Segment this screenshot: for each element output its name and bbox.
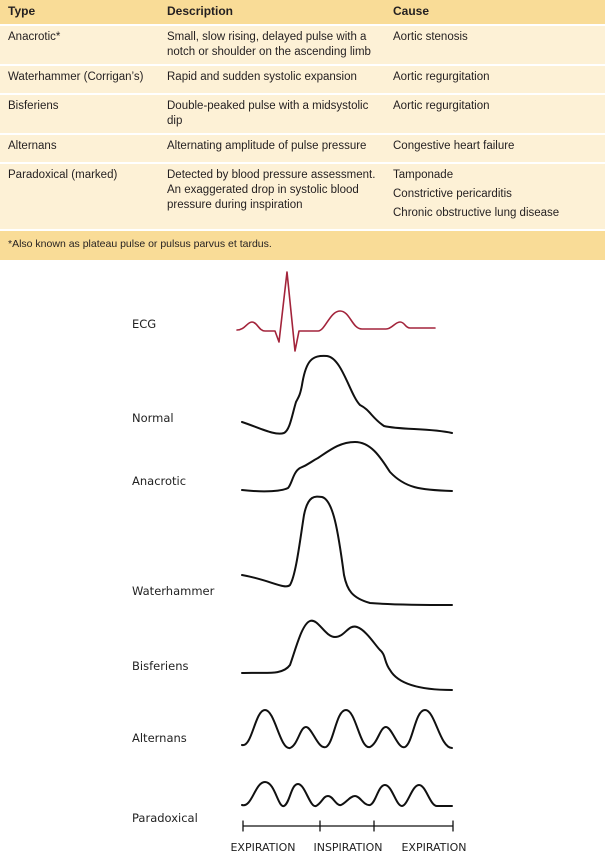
cause-item: Aortic regurgitation — [393, 71, 490, 83]
pulse-types-table — [0, 0, 605, 262]
header-description: Description — [159, 0, 385, 25]
label-paradoxical: Paradoxical — [132, 811, 198, 825]
cell-type: Anacrotic* — [0, 25, 159, 65]
cause-item: Constrictive pericarditis — [393, 188, 512, 200]
cause-item: Tamponade — [393, 169, 454, 181]
cell-cause — [385, 25, 605, 65]
cell-description: Detected by blood pressure assessment. An exaggerated drop in systolic blood pressure during inspiration — [159, 163, 385, 230]
footnote: *Also known as plateau pulse or pulsus parvus et tardus. — [0, 230, 605, 261]
cell-cause — [385, 163, 605, 230]
cell-cause — [385, 94, 605, 134]
table-row — [0, 134, 605, 163]
ecg-trace — [237, 272, 435, 351]
cell-type: Alternans — [0, 134, 159, 163]
header-type: Type — [0, 0, 159, 25]
cell-description: Rapid and sudden systolic expansion — [159, 65, 385, 94]
normal-trace — [242, 356, 452, 434]
label-alternans: Alternans — [132, 731, 187, 745]
cell-description: Double-peaked pulse with a midsystolic dip — [159, 94, 385, 134]
alternans-trace — [242, 710, 452, 748]
axis-inspiration: INSPIRATION — [313, 841, 383, 854]
table-row — [0, 25, 605, 65]
cause-item: Chronic obstructive lung disease — [393, 207, 560, 219]
cell-type: Bisferiens — [0, 94, 159, 134]
cell-type: Paradoxical (marked) — [0, 163, 159, 230]
table-row — [0, 94, 605, 134]
axis-expiration-1: EXPIRATION — [230, 841, 296, 854]
cause-item: Congestive heart failure — [393, 140, 515, 152]
paradoxical-trace — [242, 782, 452, 806]
axis-expiration-2: EXPIRATION — [401, 841, 467, 854]
cause-item: Aortic regurgitation — [393, 100, 490, 112]
cell-description: Small, slow rising, delayed pulse with a notch or shoulder on the ascending limb — [159, 25, 385, 65]
label-bisferiens: Bisferiens — [132, 659, 189, 673]
cell-type: Waterhammer (Corrigan’s) — [0, 65, 159, 94]
anacrotic-trace — [242, 442, 452, 491]
bisferiens-trace — [242, 621, 452, 690]
cell-cause — [385, 65, 605, 94]
cause-item: Aortic stenosis — [393, 31, 468, 43]
label-ecg: ECG — [132, 317, 157, 331]
table-row — [0, 65, 605, 94]
label-normal: Normal — [132, 411, 174, 425]
waterhammer-trace — [242, 497, 452, 605]
cell-description: Alternating amplitude of pulse pressure — [159, 134, 385, 163]
time-axis — [243, 821, 453, 831]
label-anacrotic: Anacrotic — [132, 474, 187, 488]
label-waterhammer: Waterhammer — [132, 584, 215, 598]
cell-cause — [385, 134, 605, 163]
header-cause: Cause — [385, 0, 605, 25]
table-row — [0, 163, 605, 230]
